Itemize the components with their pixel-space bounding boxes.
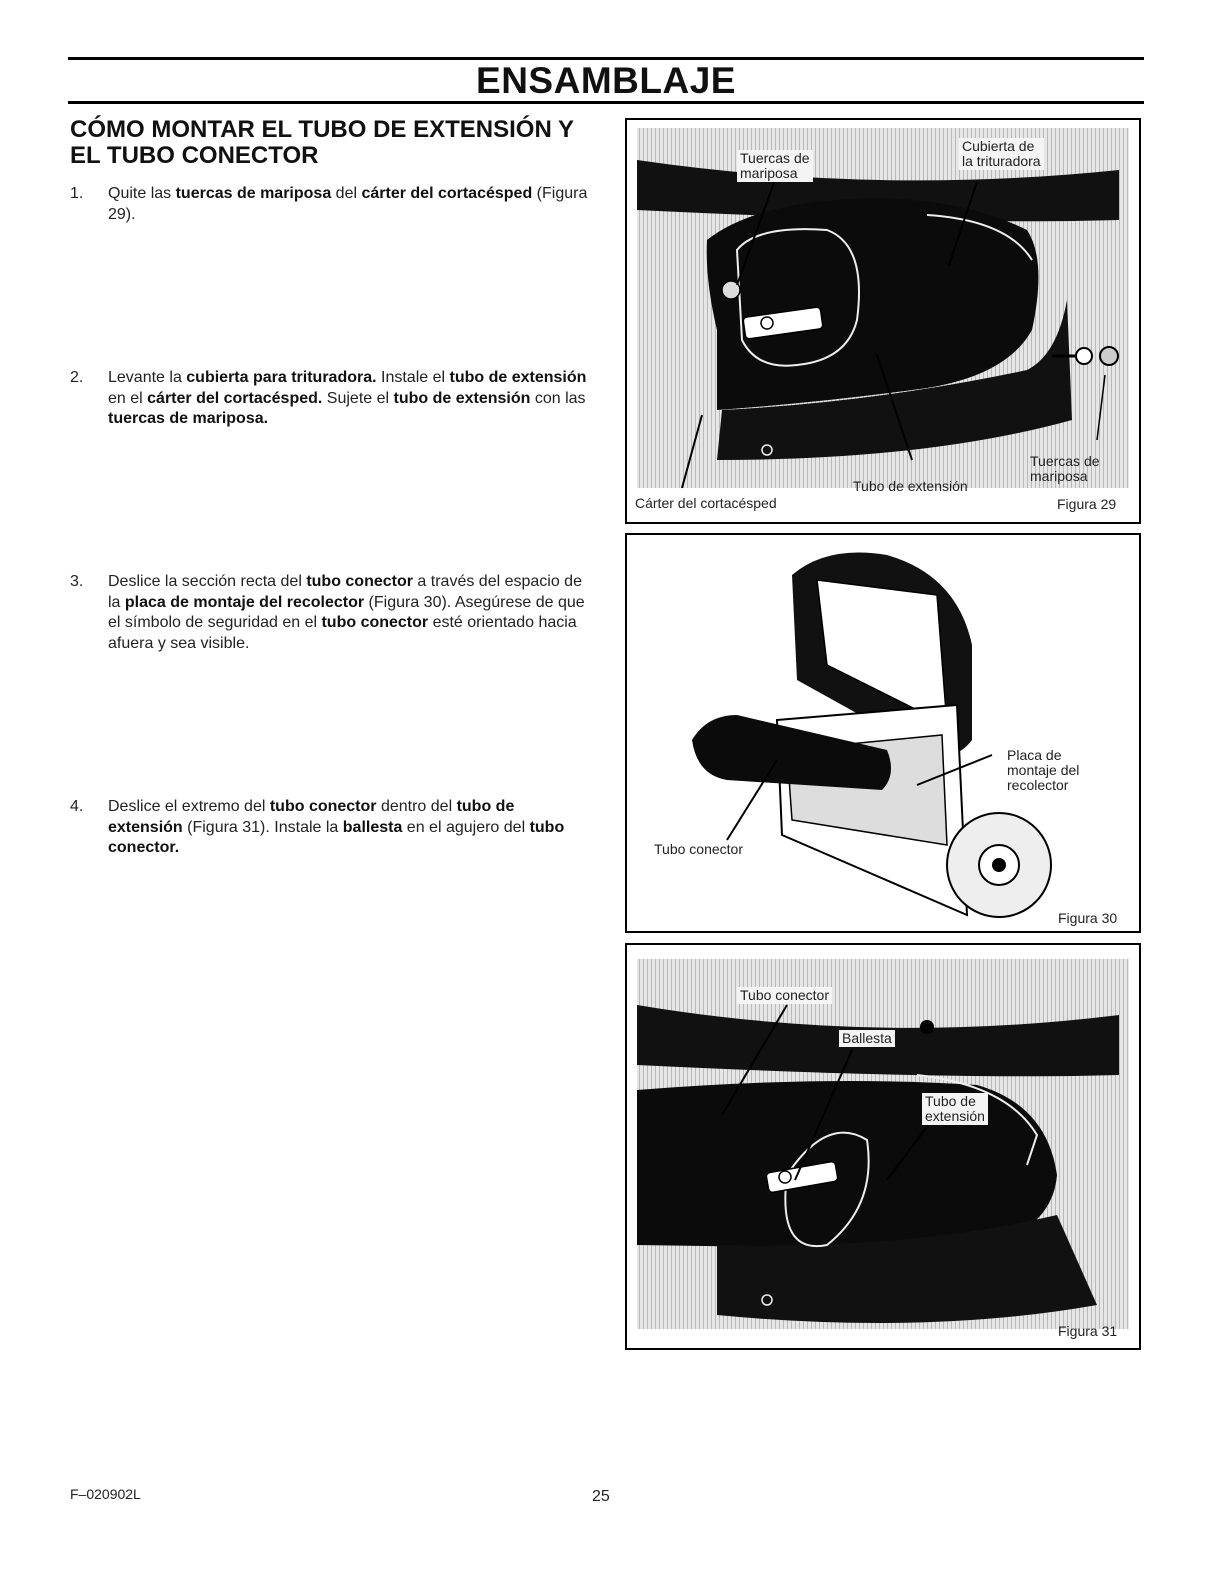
step-text-segment: Levante la [108, 369, 187, 386]
document-code: F–020902L [70, 1486, 141, 1502]
label-tubo-conector: Tubo conector [737, 987, 832, 1004]
label-cubierta-trituradora: Cubierta de la trituradora [959, 138, 1044, 170]
section-title-line-2: EL TUBO CONECTOR [70, 142, 319, 169]
label-tuercas-top: Tuercas de mariposa [737, 150, 813, 182]
step-text-bold: tubo de extensión [393, 389, 531, 407]
label-tubo-extension: Tubo de extensión [853, 478, 968, 494]
section-title [70, 117, 600, 169]
figure-31 [625, 943, 1141, 1350]
header-rule-bottom [68, 101, 1144, 104]
step-text-segment: Sujete el [322, 389, 394, 407]
step-2 [70, 368, 590, 430]
step-text-segment: (Figura 30). Asegúrese de que el símbolo de seguridad en el [108, 593, 585, 631]
step-3 [70, 572, 590, 654]
step-number: 2. [70, 369, 84, 386]
figure-30-caption: Figura 30 [1058, 910, 1118, 926]
step-text-segment: esté orientado hacia afuera y sea visible. [108, 614, 577, 652]
step-text-segment: del [331, 185, 362, 202]
step-text-segment: Quite las [108, 185, 176, 202]
step-number: 3. [70, 573, 84, 590]
step-text-bold: tuercas de mariposa [175, 185, 332, 202]
figure-30-illustration [627, 535, 1139, 931]
label-tuercas-right: Tuercas de mariposa [1030, 453, 1100, 484]
step-text-segment: a través del espacio de la [108, 573, 582, 611]
step-text-bold: cárter del cortacésped. [147, 389, 323, 407]
page-title: ENSAMBLAJE [476, 60, 736, 101]
step-text-bold: ballesta [342, 818, 403, 836]
bracket-hole [761, 317, 773, 329]
step-text [108, 572, 590, 654]
label-tubo-conector: Tubo conector [654, 841, 743, 857]
figure-31-illustration [627, 945, 1139, 1348]
step-text-bold: tubo conector [321, 614, 429, 631]
section-title-line-1: CÓMO MONTAR EL TUBO DE EXTENSIÓN Y [70, 116, 575, 143]
label-ballesta: Ballesta [839, 1030, 895, 1047]
bracket-hole [779, 1171, 791, 1183]
step-text-segment: Deslice el extremo del [108, 798, 270, 815]
washer-icon [1076, 348, 1092, 364]
step-text-segment: en el agujero del [402, 818, 530, 836]
wheel-axle [992, 858, 1006, 872]
step-text [108, 797, 590, 859]
step-text-bold: tuercas de mariposa. [108, 410, 269, 427]
figure-29 [625, 118, 1141, 524]
step-number: 1. [70, 185, 84, 202]
label-carter: Cárter del cortacésped [635, 495, 777, 511]
figure-31-caption: Figura 31 [1058, 1323, 1118, 1339]
wing-nut-right-icon [1100, 347, 1118, 365]
step-text-segment: dentro del [376, 798, 457, 815]
step-text-bold: cubierta para trituradora. [186, 369, 377, 386]
page-number: 25 [592, 1488, 610, 1505]
step-text-bold: placa de montaje del recolector [124, 593, 365, 611]
step-text-bold: tubo de extensión [108, 798, 515, 836]
step-text-segment: Deslice la sección recta del [108, 573, 307, 590]
step-text-bold: tubo conector. [108, 818, 565, 856]
label-tubo-extension: Tubo de extensión [922, 1093, 988, 1125]
step-text-segment: (Figura 31). Instale la [182, 818, 343, 836]
step-text-segment: con las [530, 389, 586, 407]
figure-29-caption: Figura 29 [1057, 496, 1117, 512]
step-number: 4. [70, 798, 84, 815]
step-4 [70, 797, 590, 859]
spring-clip-icon [920, 1020, 934, 1034]
label-placa-montaje: Placa de montaje del recolector [1007, 747, 1080, 793]
step-text-segment: Instale el [376, 369, 450, 386]
step-text-bold: tubo de extensión [449, 369, 587, 386]
step-text-bold: cárter del cortacésped [361, 185, 533, 202]
step-text-bold: tubo conector [269, 798, 377, 815]
step-text [108, 184, 590, 225]
figure-30 [625, 533, 1141, 933]
step-text [108, 368, 590, 430]
step-1 [70, 184, 590, 225]
step-text-segment: en el [108, 389, 148, 407]
step-text-segment: (Figura 29). [108, 185, 588, 223]
step-text-bold: tubo conector [306, 573, 413, 590]
